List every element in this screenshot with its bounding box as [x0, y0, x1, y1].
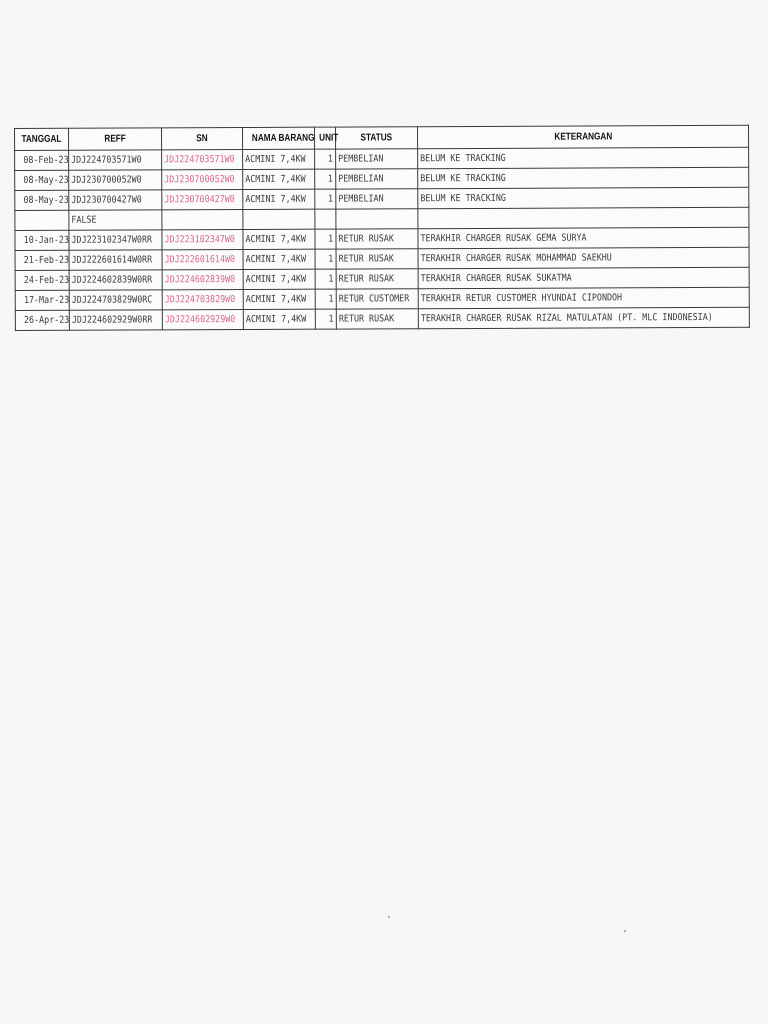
cell-sn: JDJ224703571W0 [162, 150, 243, 170]
cell-sn: JDJ224703829W0 [162, 290, 243, 310]
cell-status: RETUR RUSAK [336, 309, 418, 329]
cell-nama-barang: ACMINI 7,4KW [243, 289, 315, 309]
header-reff: REFF [69, 128, 162, 150]
cell-status: PEMBELIAN [336, 189, 418, 209]
cell-unit: 1 [315, 189, 336, 209]
cell-keterangan: BELUM KE TRACKING [418, 147, 749, 168]
cell-nama-barang: ACMINI 7,4KW [243, 229, 315, 249]
cell-tanggal: 08-May-23 [15, 170, 69, 190]
cell-reff: JDJ230700427W0 [69, 190, 162, 210]
cell-tanggal: 08-Feb-23 [15, 150, 69, 170]
cell-sn: JDJ224602929W0 [162, 310, 243, 330]
cell-reff: JDJ224602839W0RR [69, 270, 162, 290]
cell-status: RETUR RUSAK [336, 269, 418, 289]
cell-reff: JDJ223102347W0RR [69, 230, 162, 250]
scan-speck [624, 930, 626, 932]
cell-tanggal: 26-Apr-23 [15, 310, 69, 330]
header-unit: UNIT [314, 127, 335, 149]
cell-status: RETUR RUSAK [336, 249, 418, 269]
cell-keterangan [418, 207, 749, 228]
cell-keterangan: TERAKHIR CHARGER RUSAK MOHAMMAD SAEKHU [418, 247, 749, 268]
cell-unit: 1 [315, 269, 336, 289]
cell-unit: 1 [315, 309, 336, 329]
cell-unit: 1 [315, 249, 336, 269]
cell-tanggal: 10-Jan-23 [15, 230, 69, 250]
cell-tanggal: 24-Feb-23 [15, 270, 69, 290]
cell-nama-barang: ACMINI 7,4KW [243, 149, 315, 169]
cell-status [336, 209, 418, 229]
cell-keterangan: BELUM KE TRACKING [418, 187, 749, 208]
cell-nama-barang: ACMINI 7,4KW [243, 249, 315, 269]
cell-sn: JDJ230700052W0 [162, 170, 243, 190]
cell-status: PEMBELIAN [336, 149, 418, 169]
cell-sn: JDJ224602839W0 [162, 270, 243, 290]
cell-reff: FALSE [69, 210, 162, 230]
cell-reff: JDJ222601614W0RR [69, 250, 162, 270]
cell-keterangan: BELUM KE TRACKING [418, 167, 749, 188]
table-row [15, 307, 749, 330]
cell-unit: 1 [315, 149, 336, 169]
cell-tanggal: 21-Feb-23 [15, 250, 69, 270]
cell-unit: 1 [315, 229, 336, 249]
table-row [15, 287, 749, 310]
tracking-table-sheet [14, 125, 749, 331]
header-keterangan: KETERANGAN [417, 125, 748, 148]
scan-speck [388, 916, 390, 918]
cell-nama-barang: ACMINI 7,4KW [243, 189, 315, 209]
cell-unit: 1 [315, 169, 336, 189]
cell-reff: JDJ224703829W0RC [69, 290, 162, 310]
cell-tanggal [15, 210, 69, 230]
cell-keterangan: TERAKHIR CHARGER RUSAK RIZAL MATULATAN (PT. MLC INDONESIA) [418, 307, 749, 328]
header-status: STATUS [335, 127, 417, 149]
tracking-table [14, 125, 750, 331]
header-tanggal: TANGGAL [15, 128, 69, 150]
cell-unit: 1 [315, 289, 336, 309]
header-sn: SN [162, 128, 243, 150]
cell-reff: JDJ224602929W0RR [69, 310, 162, 330]
cell-nama-barang: ACMINI 7,4KW [243, 309, 315, 329]
cell-keterangan: TERAKHIR RETUR CUSTOMER HYUNDAI CIPONDOH [418, 287, 749, 308]
cell-sn: JDJ230700427W0 [162, 190, 243, 210]
cell-sn: JDJ223102347W0 [162, 230, 243, 250]
cell-nama-barang: ACMINI 7,4KW [243, 269, 315, 289]
cell-tanggal: 17-Mar-23 [15, 290, 69, 310]
cell-reff: JDJ230700052W0 [69, 170, 162, 190]
cell-reff: JDJ224703571W0 [69, 150, 162, 170]
cell-nama-barang: ACMINI 7,4KW [243, 169, 315, 189]
cell-unit [315, 209, 336, 229]
cell-status: RETUR RUSAK [336, 229, 418, 249]
cell-status: RETUR CUSTOMER [336, 289, 418, 309]
cell-keterangan: TERAKHIR CHARGER RUSAK SUKATMA [418, 267, 749, 288]
cell-status: PEMBELIAN [336, 169, 418, 189]
cell-tanggal: 08-May-23 [15, 190, 69, 210]
cell-sn: JDJ222601614W0 [162, 250, 243, 270]
cell-sn [162, 210, 243, 230]
header-row [15, 125, 749, 150]
cell-keterangan: TERAKHIR CHARGER RUSAK GEMA SURYA [418, 227, 749, 248]
cell-nama-barang [243, 209, 315, 229]
header-nama-barang: NAMA BARANG [243, 127, 315, 149]
